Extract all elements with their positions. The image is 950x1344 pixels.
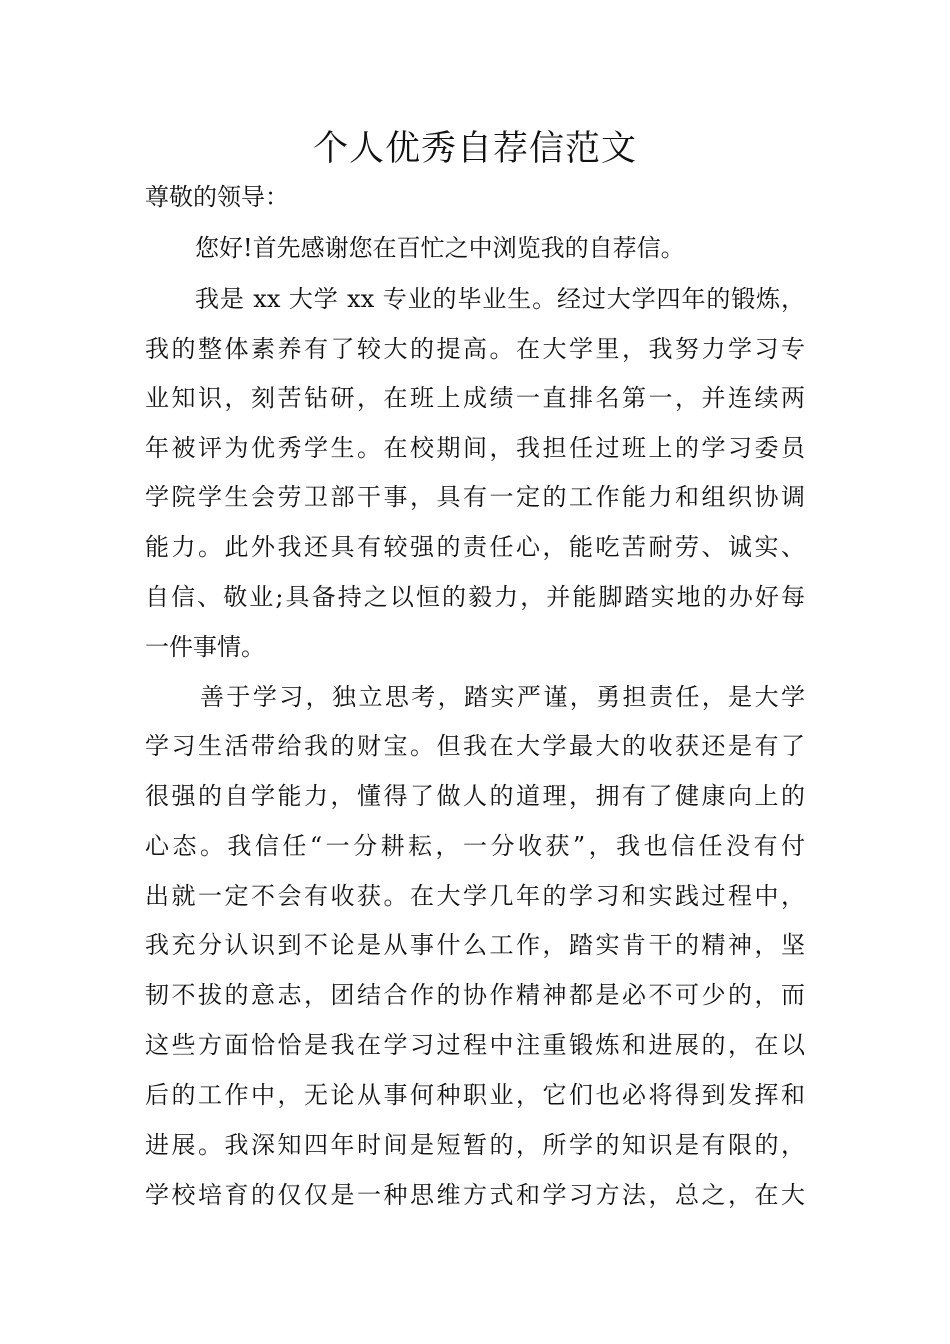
text-line: 进展。我深知四年时间是短暂的，所学的知识是有限的， — [145, 1131, 805, 1159]
text-line: 很强的自学能力，懂得了做人的道理，拥有了健康向上的 — [145, 782, 805, 810]
text-line: 学院学生会劳卫部干事，具有一定的工作能力和组织协调 — [145, 483, 805, 511]
text-line: 我的整体素养有了较大的提高。在大学里，我努力学习专 — [145, 335, 805, 363]
text-line: 善于学习，独立思考，踏实严谨，勇担责任，是大学 — [200, 683, 805, 711]
text-line: 学习生活带给我的财宝。但我在大学最大的收获还是有了 — [145, 732, 805, 760]
salutation: 尊敬的领导： — [145, 183, 289, 211]
text-line: 能力。此外我还具有较强的责任心，能吃苦耐劳、诚实、 — [145, 533, 805, 561]
text-line: 学校培育的仅仅是一种思维方式和学习方法，总之，在大 — [145, 1181, 805, 1209]
text-line: 年被评为优秀学生。在校期间，我担任过班上的学习委员 — [145, 434, 805, 462]
text-line: 您好!首先感谢您在百忙之中浏览我的自荐信。 — [195, 234, 685, 262]
text-line: 业知识，刻苦钻研，在班上成绩一直排名第一，并连续两 — [145, 384, 805, 412]
text-line: 自信、敬业;具备持之以恒的毅力，并能脚踏实地的办好每 — [145, 583, 805, 611]
text-line: 后的工作中，无论从事何种职业，它们也必将得到发挥和 — [145, 1081, 805, 1109]
text-line: 我是 xx 大学 xx 专业的毕业生。经过大学四年的锻炼， — [195, 285, 805, 313]
text-line: 这些方面恰恰是我在学习过程中注重锻炼和进展的，在以 — [145, 1031, 805, 1059]
text-line: 出就一定不会有收获。在大学几年的学习和实践过程中， — [145, 882, 805, 910]
text-line: 一件事情。 — [145, 633, 265, 661]
document-title: 个人优秀自荐信范文 — [312, 129, 637, 169]
text-line: 韧不拔的意志，团结合作的协作精神都是必不可少的，而 — [145, 981, 805, 1009]
text-line: 心态。我信任“一分耕耘，一分收获”，我也信任没有付 — [145, 832, 805, 860]
text-line: 我充分认识到不论是从事什么工作，踏实肯干的精神，坚 — [145, 931, 805, 959]
